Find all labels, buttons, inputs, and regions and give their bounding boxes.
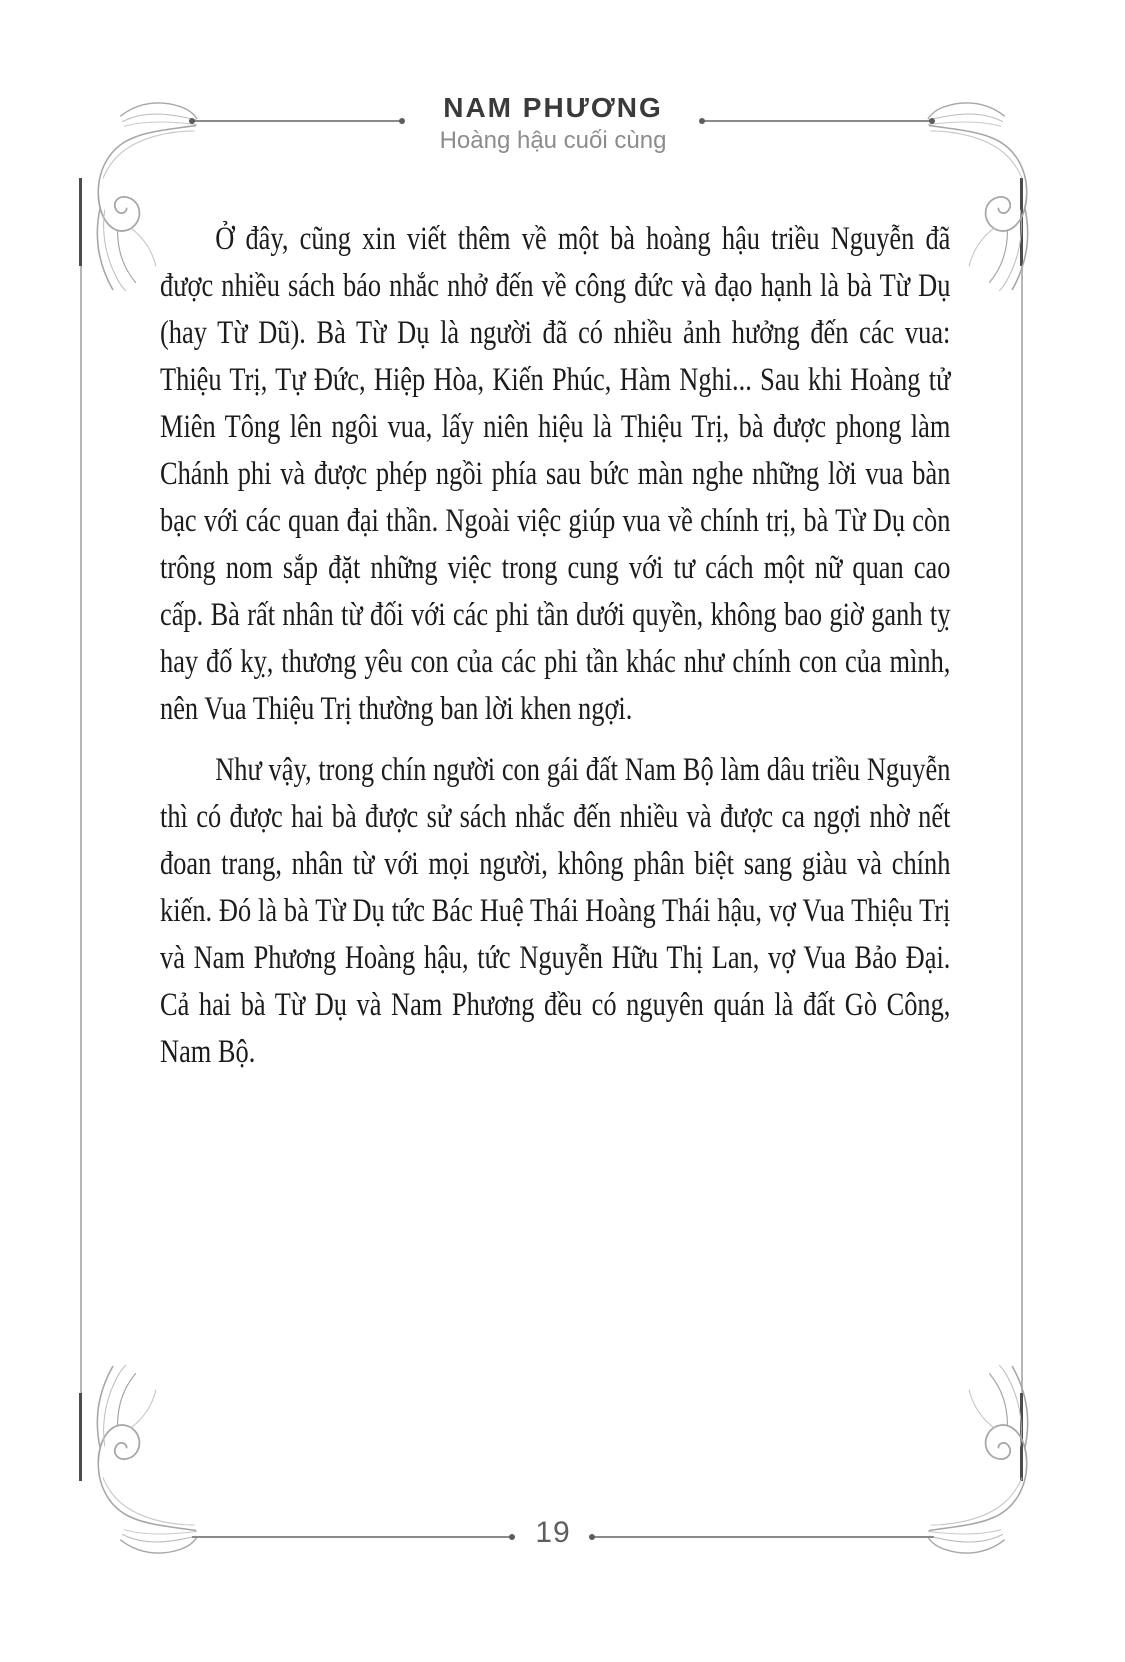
corner-flourish-icon-bottom-right	[927, 1356, 1055, 1568]
body-paragraph-2: Như vậy, trong chín người con gái đất Nam Bộ làm dâu triều Nguyễn thì có được hai bà được sử sách nhắc đến nhiều và được ca ngợi nhờ nết đoan trang, nhân từ với mọi người, không phân biệt sang giàu và chính kiến. Đó là bà Từ Dụ tức Bác Huệ Thái Hoàng Thái hậu, vợ Vua Thiệu Trị và Nam Phương Hoàng hậu, tức Nguyễn Hữu Thị Lan, vợ Vua Bảo Đại. Cả hai bà Từ Dụ và Nam Phương đều có nguyên quán là đất Gò Công, Nam Bộ.	[160, 752, 951, 1070]
left-border-line	[80, 190, 82, 1460]
book-title: NAM PHƯƠNG	[443, 92, 663, 123]
body-paragraph-1: Ở đây, cũng xin viết thêm về một bà hoàng hậu triều Nguyễn đã được nhiều sách báo nhắc nhở đến về công đức và đạo hạnh là bà Từ Dụ (hay Từ Dũ). Bà Từ Dụ là người đã có nhiều ảnh hưởng đến các vua: Thiệu Trị, Tự Đức, Hiệp Hòa, Kiến Phúc, Hàm Nghi... Sau khi Hoàng tử Miên Tông lên ngôi vua, lấy niên hiệu là Thiệu Trị, bà được phong làm Chánh phi và được phép ngồi phía sau bức màn nghe những lời vua bàn bạc với các quan đại thần. Ngoài việc giúp vua về chính trị, bà Từ Dụ còn trông nom sắp đặt những việc trong cung với tư cách một nữ quan cao cấp. Bà rất nhân từ đối với các phi tần dưới quyền, không bao giờ ganh tỵ hay đố kỵ, thương yêu con của các phi tần khác như chính con của mình, nên Vua Thiệu Trị thường ban lời khen ngợi.	[160, 221, 951, 727]
book-subtitle: Hoàng hậu cuối cùng	[439, 127, 667, 154]
right-border-line	[1021, 190, 1023, 1460]
page-text-block	[160, 216, 950, 1076]
page-number: 19	[535, 1516, 571, 1549]
